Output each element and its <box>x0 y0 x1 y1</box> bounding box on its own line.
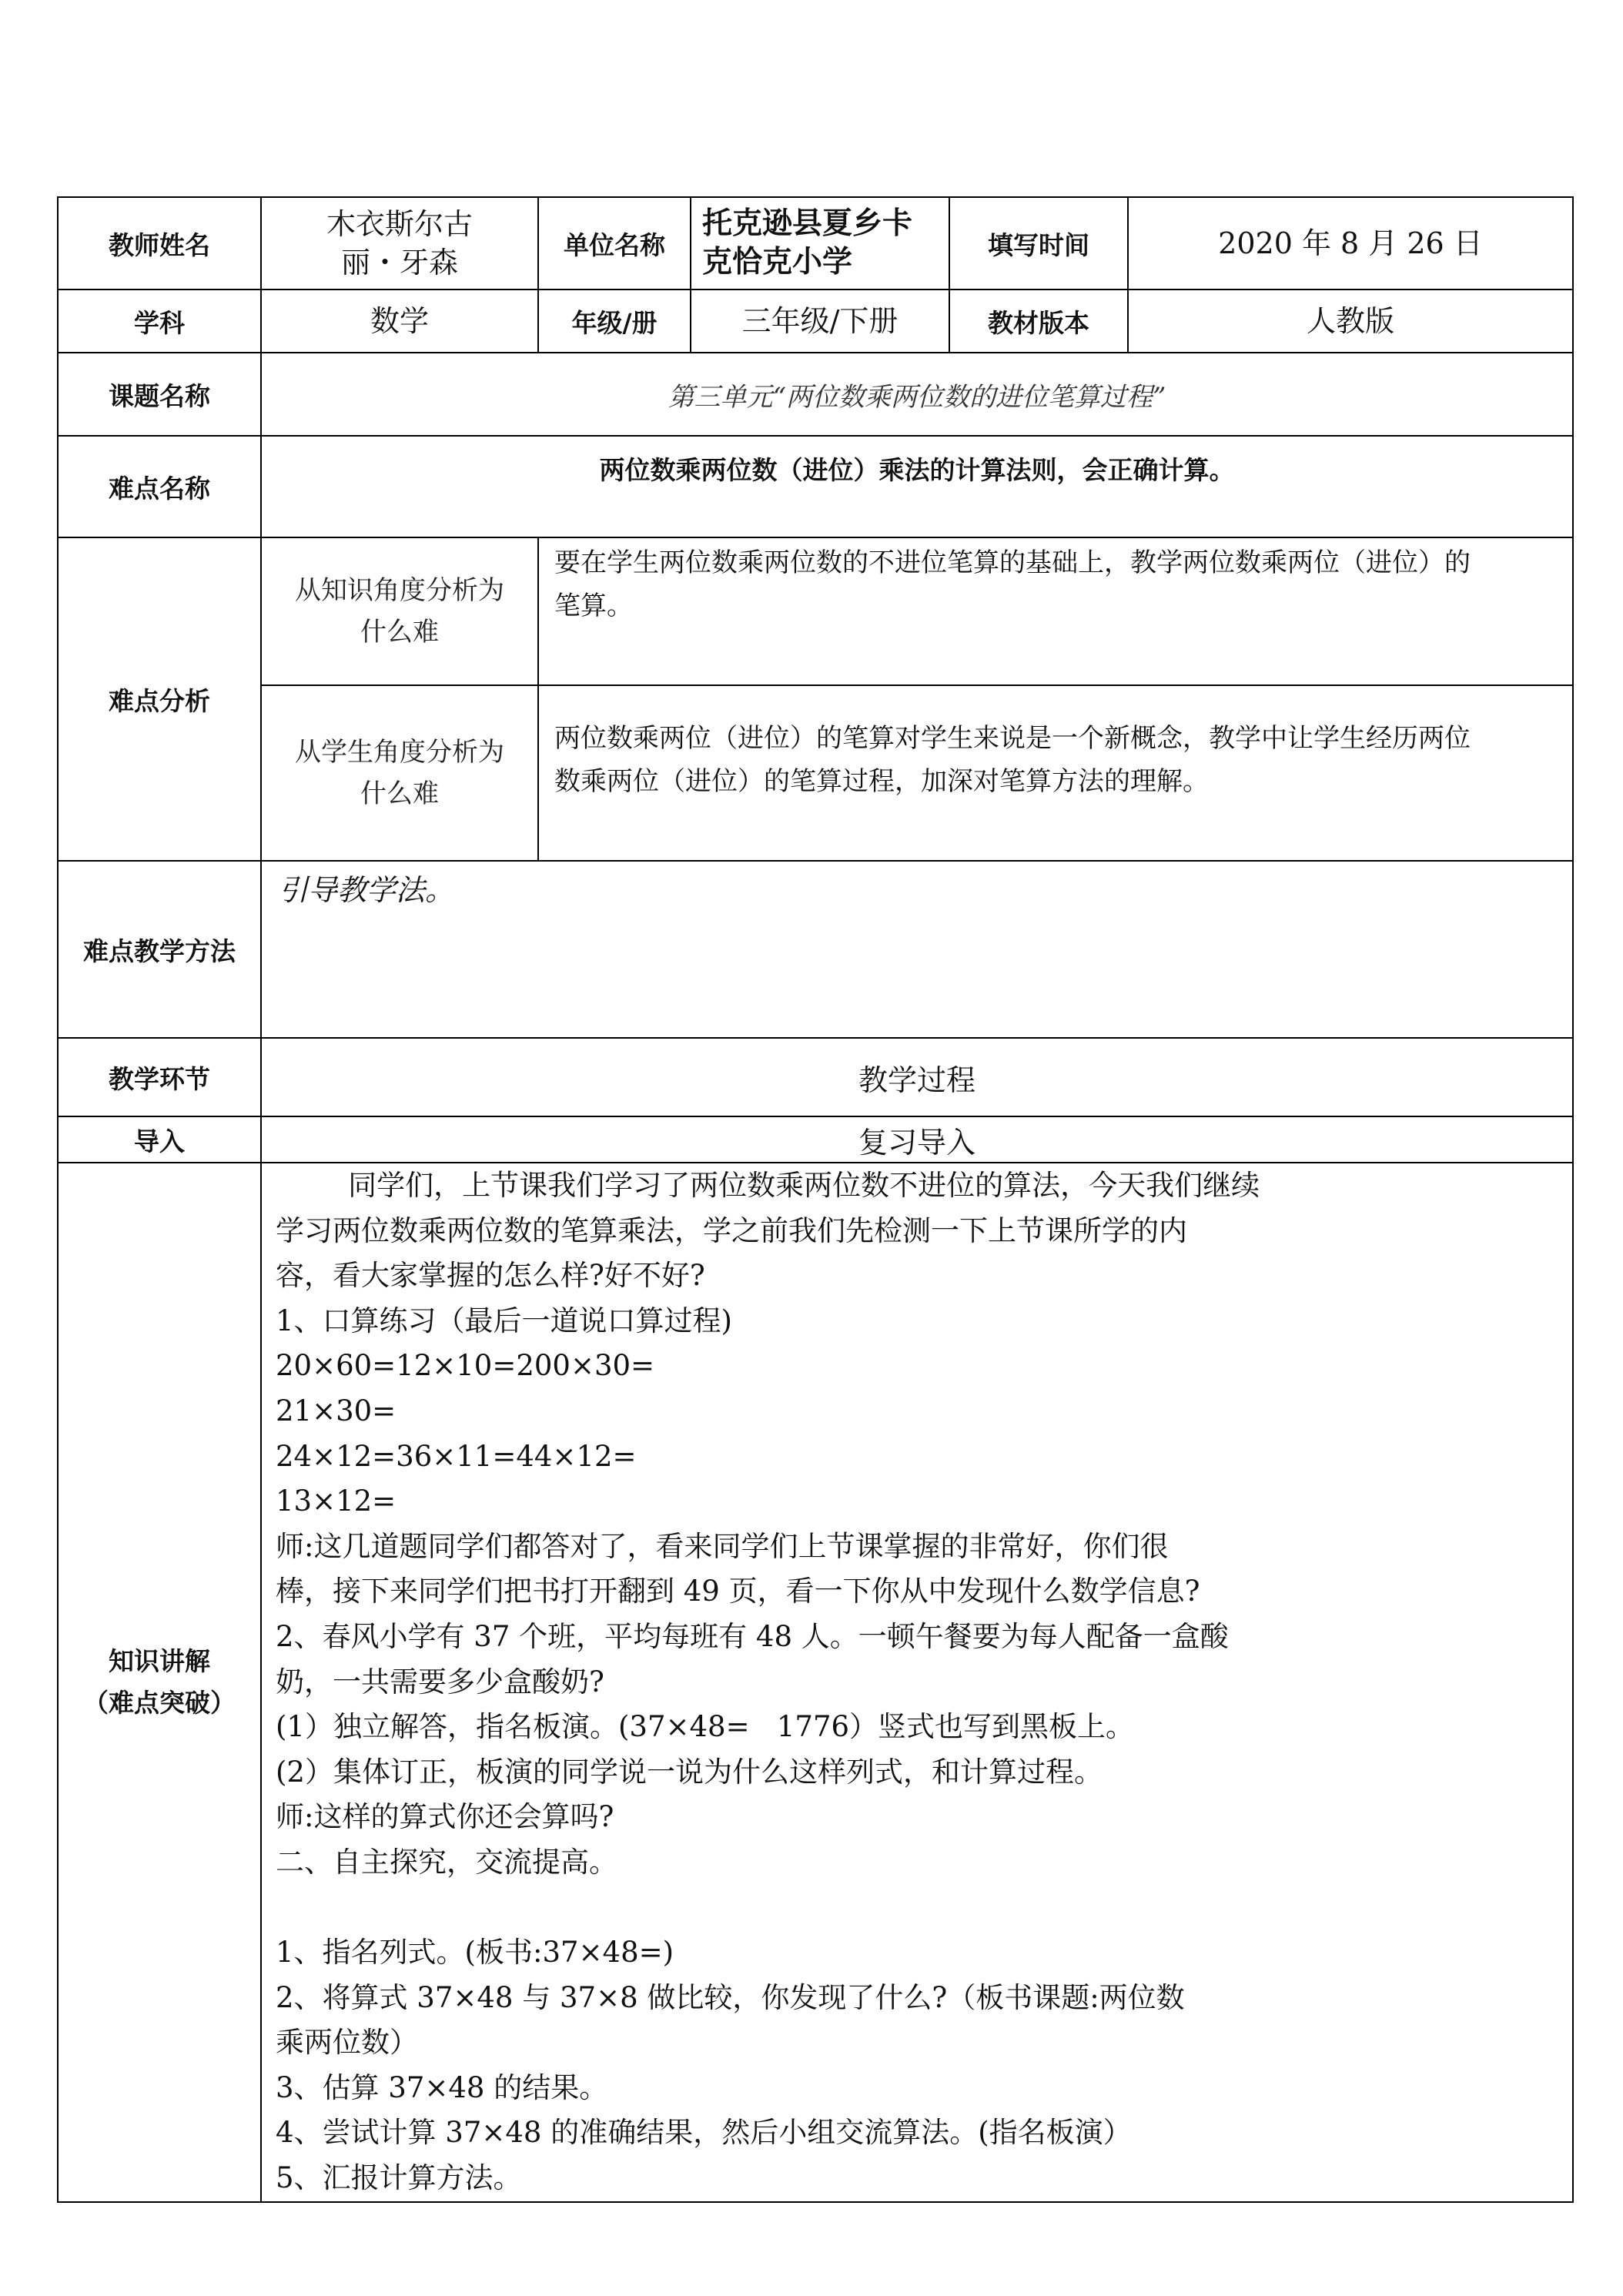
edition-label: 教材版本 <box>949 290 1128 353</box>
teacher-name-line1: 木衣斯尔古 <box>326 207 473 241</box>
student-angle-label-line1: 从学生角度分析为 <box>295 737 504 768</box>
unit-name-value <box>691 197 949 290</box>
intro-row <box>58 1116 1573 1163</box>
stage-label: 教学环节 <box>58 1038 261 1116</box>
subject-label: 学科 <box>58 290 261 353</box>
knowledge-angle-label-line2: 什么难 <box>360 617 439 648</box>
subject-value: 数学 <box>261 290 538 353</box>
knowledge-angle-line1: 要在学生两位数乘两位数的不进位笔算的基础上，教学两位数乘两位（进位）的 <box>554 547 1471 578</box>
content-line: 4、尝试计算 37×48 的准确结果，然后小组交流算法。(指名板演） <box>276 2116 1132 2150</box>
main-content-row <box>58 1163 1573 2202</box>
content-line: (1）独立解答，指名板演。(37×48= 1776）竖式也写到黑板上。 <box>276 1710 1135 1744</box>
difficulty-row <box>58 436 1573 537</box>
content-line: 1、指名列式。(板书:37×48=) <box>276 1936 674 1970</box>
main-label-line2: （难点突破） <box>83 1687 236 1718</box>
header-row-subject <box>58 290 1573 353</box>
analysis-label: 难点分析 <box>58 537 261 861</box>
knowledge-angle-line2: 笔算。 <box>554 591 633 621</box>
content-line: 3、估算 37×48 的结果。 <box>276 2070 608 2104</box>
grade-label: 年级/册 <box>538 290 691 353</box>
method-label: 难点教学方法 <box>58 861 261 1038</box>
unit-name-line2: 克恰克小学 <box>702 245 853 279</box>
teacher-name-label: 教师姓名 <box>58 197 261 290</box>
fill-date-label: 填写时间 <box>949 197 1128 290</box>
content-line: (2）集体订正，板演的同学说一说为什么这样列式，和计算过程。 <box>276 1755 1103 1789</box>
fill-date-value: 2020 年 8 月 26 日 <box>1128 197 1573 290</box>
main-content-label <box>58 1163 261 2202</box>
content-line: 同学们，上节课我们学习了两位数乘两位数不进位的算法，今天我们继续 <box>276 1169 1260 1202</box>
teacher-name-value <box>261 197 538 290</box>
content-line: 2、春风小学有 37 个班，平均每班有 48 人。一顿午餐要为每人配备一盒酸 <box>276 1619 1229 1653</box>
content-line: 奶，一共需要多少盒酸奶? <box>276 1665 604 1699</box>
edition-value: 人教版 <box>1128 290 1573 353</box>
knowledge-angle-text <box>538 537 1573 685</box>
stage-row <box>58 1038 1573 1116</box>
header-row-teacher <box>58 197 1573 290</box>
content-line: 棒，接下来同学们把书打开翻到 49 页，看一下你从中发现什么数学信息? <box>276 1575 1200 1608</box>
main-label-line1: 知识讲解 <box>109 1645 210 1676</box>
intro-value: 复习导入 <box>261 1116 1573 1163</box>
method-row <box>58 861 1573 1038</box>
topic-label: 课题名称 <box>58 353 261 436</box>
topic-value: 第三单元“两位数乘两位数的进位笔算过程” <box>261 353 1573 436</box>
student-angle-line1: 两位数乘两位（进位）的笔算对学生来说是一个新概念，教学中让学生经历两位 <box>554 723 1471 754</box>
knowledge-angle-label-line1: 从知识角度分析为 <box>295 575 504 606</box>
content-line: 21×30= <box>276 1394 397 1427</box>
unit-name-label: 单位名称 <box>538 197 691 290</box>
content-line: 20×60=12×10=200×30= <box>276 1349 655 1383</box>
difficulty-label: 难点名称 <box>58 436 261 537</box>
analysis-student-row <box>58 685 1573 861</box>
content-line: 24×12=36×11=44×12= <box>276 1439 637 1473</box>
student-angle-text <box>538 685 1573 861</box>
student-angle-label-line2: 什么难 <box>360 778 439 809</box>
grade-value: 三年级/下册 <box>691 290 949 353</box>
content-line: 1、口算练习（最后一道说口算过程) <box>276 1304 732 1337</box>
method-value: 引导教学法。 <box>261 861 1573 1038</box>
knowledge-angle-label <box>261 537 538 685</box>
content-line: 容，看大家掌握的怎么样?好不好? <box>276 1259 705 1293</box>
teacher-name-line2: 丽・牙森 <box>340 246 458 279</box>
content-line: 二、自主探究，交流提高。 <box>276 1845 617 1879</box>
lesson-plan-table <box>57 196 1574 2203</box>
content-line: 2、将算式 37×48 与 37×8 做比较，你发现了什么?（板书课题:两位数 <box>276 1980 1185 2014</box>
content-line: 乘两位数） <box>276 2026 418 2060</box>
unit-name-line1: 托克逊县夏乡卡 <box>702 206 913 241</box>
content-lines <box>276 1163 1572 2201</box>
content-line: 5、汇报计算方法。 <box>276 2161 522 2195</box>
intro-label: 导入 <box>58 1116 261 1163</box>
topic-row <box>58 353 1573 436</box>
content-line: 师:这几道题同学们都答对了，看来同学们上节课掌握的非常好，你们很 <box>276 1529 1169 1563</box>
analysis-knowledge-row <box>58 537 1573 685</box>
content-line: 师:这样的算式你还会算吗? <box>276 1800 614 1834</box>
content-line: 学习两位数乘两位数的笔算乘法，学之前我们先检测一下上节课所学的内 <box>276 1213 1187 1247</box>
student-angle-line2: 数乘两位（进位）的笔算过程，加深对笔算方法的理解。 <box>554 766 1209 797</box>
student-angle-label <box>261 685 538 861</box>
difficulty-value: 两位数乘两位数（进位）乘法的计算法则，会正确计算。 <box>261 436 1573 537</box>
main-content-body <box>261 1163 1573 2202</box>
stage-value: 教学过程 <box>261 1038 1573 1116</box>
content-line: 13×12= <box>276 1484 397 1518</box>
content-line-blank <box>276 1886 1572 1931</box>
